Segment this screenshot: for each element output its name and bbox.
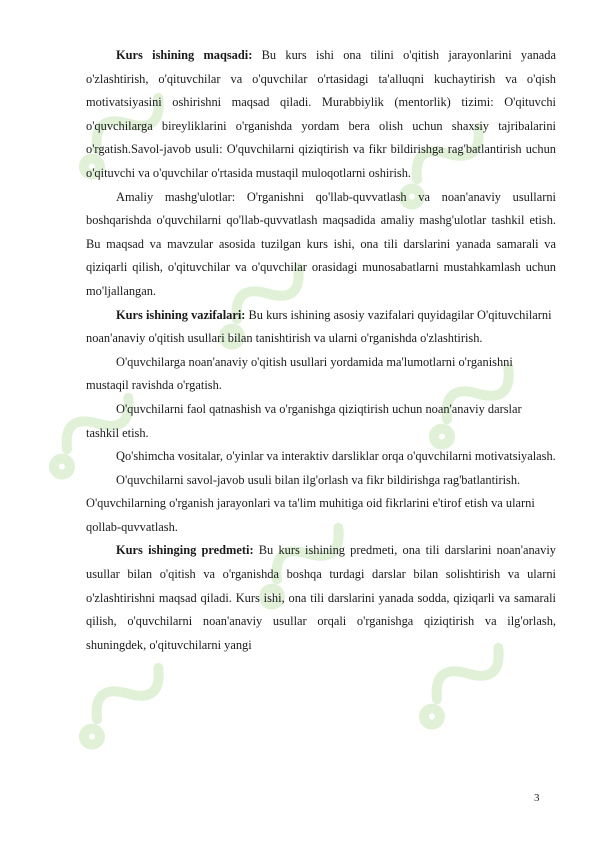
page-number: 3: [534, 792, 540, 804]
paragraph-task-item: [86, 398, 556, 445]
paragraph-aim: [86, 44, 556, 186]
paragraph-text: Qo'shimcha vositalar, o'yinlar va interaktiv darsliklar orqa o'quvchilarni motivatsiyalash.: [116, 449, 556, 464]
paragraph-tasks: [86, 304, 556, 351]
paragraph-task-item: [86, 351, 556, 398]
heading-tasks: Kurs ishining vazifalari:: [116, 307, 246, 322]
paragraph-task-item: [86, 469, 556, 540]
paragraph-text: Bu kurs ishining predmeti, ona tili darslarini noan'anaviy usullar bilan o'qitish va o'rganishda boshqa turdagi darslar bilan solishtirish va ularni o'zlashtirishni maqsad qiladi. Kurs ishi, ona tili darslarini yanada sodda, qiziqarli va samarali qilish, o'quvchilarni noan'anaviy usullar orqali o'rganishga qiziqtirish va ilg'orlash, shuningdek, o'qituvchilarni yangi: [86, 543, 556, 652]
paragraph-text: Amaliy mashg'ulotlar: O'rganishni qo'llab-quvvatlash va noan'anaviy usullarni boshqarishda o'quvchilarni qo'llab-quvvatlash maqsadida amaliy mashg'ulotlar tashkil etish. Bu maqsad va mavzular asosida tuzilgan kurs ishi, ona tili darslarini yanada samarali va qiziqarli qilish, o'qituvchilar va o'quvchilar orasidagi munosabatlarni mustahkamlash uchun mo'ljallangan.: [86, 189, 556, 298]
document-body: [86, 44, 556, 657]
paragraph-text: Bu kurs ishi ona tilini o'qitish jarayonlarini yanada o'zlashtirish, o'qituvchilar va o'quvchilar o'rtasidagi ta'alluqni kuchaytirish va o'qish motivatsiyasini oshirishni maqsad qiladi. Murabbiylik (mentorlik) tizimi: O'qituvchi o'quvchilarga bireyliklarini o'rganishda yordam bera olish uchun shaxsiy tajribalarini o'rgatish.Savol-javob usuli: O'quvchilarni qiziqtirish va fikr bildirishga rag'batlantirish uchun o'qituvchi va o'quvchilar o'rtasida mustaqil muloqotlarni oshirish.: [86, 48, 557, 180]
paragraph-text: O'quvchilarni savol-javob usuli bilan ilg'orlash va fikr bildirishga rag'batlantirish. O'quvchilarning o'rganish jarayonlari va ta'lim muhitiga oid fikrlarini e'tirof etish va ularni qollab-quvvatlash.: [86, 472, 535, 534]
paragraph-subject: [86, 539, 556, 657]
heading-subject: Kurs ishinging predmeti:: [116, 543, 254, 558]
paragraph-text: O'quvchilarni faol qatnashish va o'rganishga qiziqtirish uchun noan'anaviy darslar tashkil etish.: [86, 401, 522, 440]
heading-aim: Kurs ishining maqsadi:: [116, 48, 253, 62]
paragraph-text: Bu kurs ishining asosiy vazifalari quyidagilar O'qituvchilarni noan'anaviy o'qitish usullari bilan tanishtirish va ularni o'rganishda o'zlashtirish.: [86, 307, 552, 346]
paragraph-task-item: [86, 445, 556, 469]
paragraph-practical: [86, 186, 556, 304]
paragraph-text: O'quvchilarga noan'anaviy o'qitish usullari yordamida ma'lumotlarni o'rganishni mustaqil ravishda o'rgatish.: [86, 354, 513, 393]
